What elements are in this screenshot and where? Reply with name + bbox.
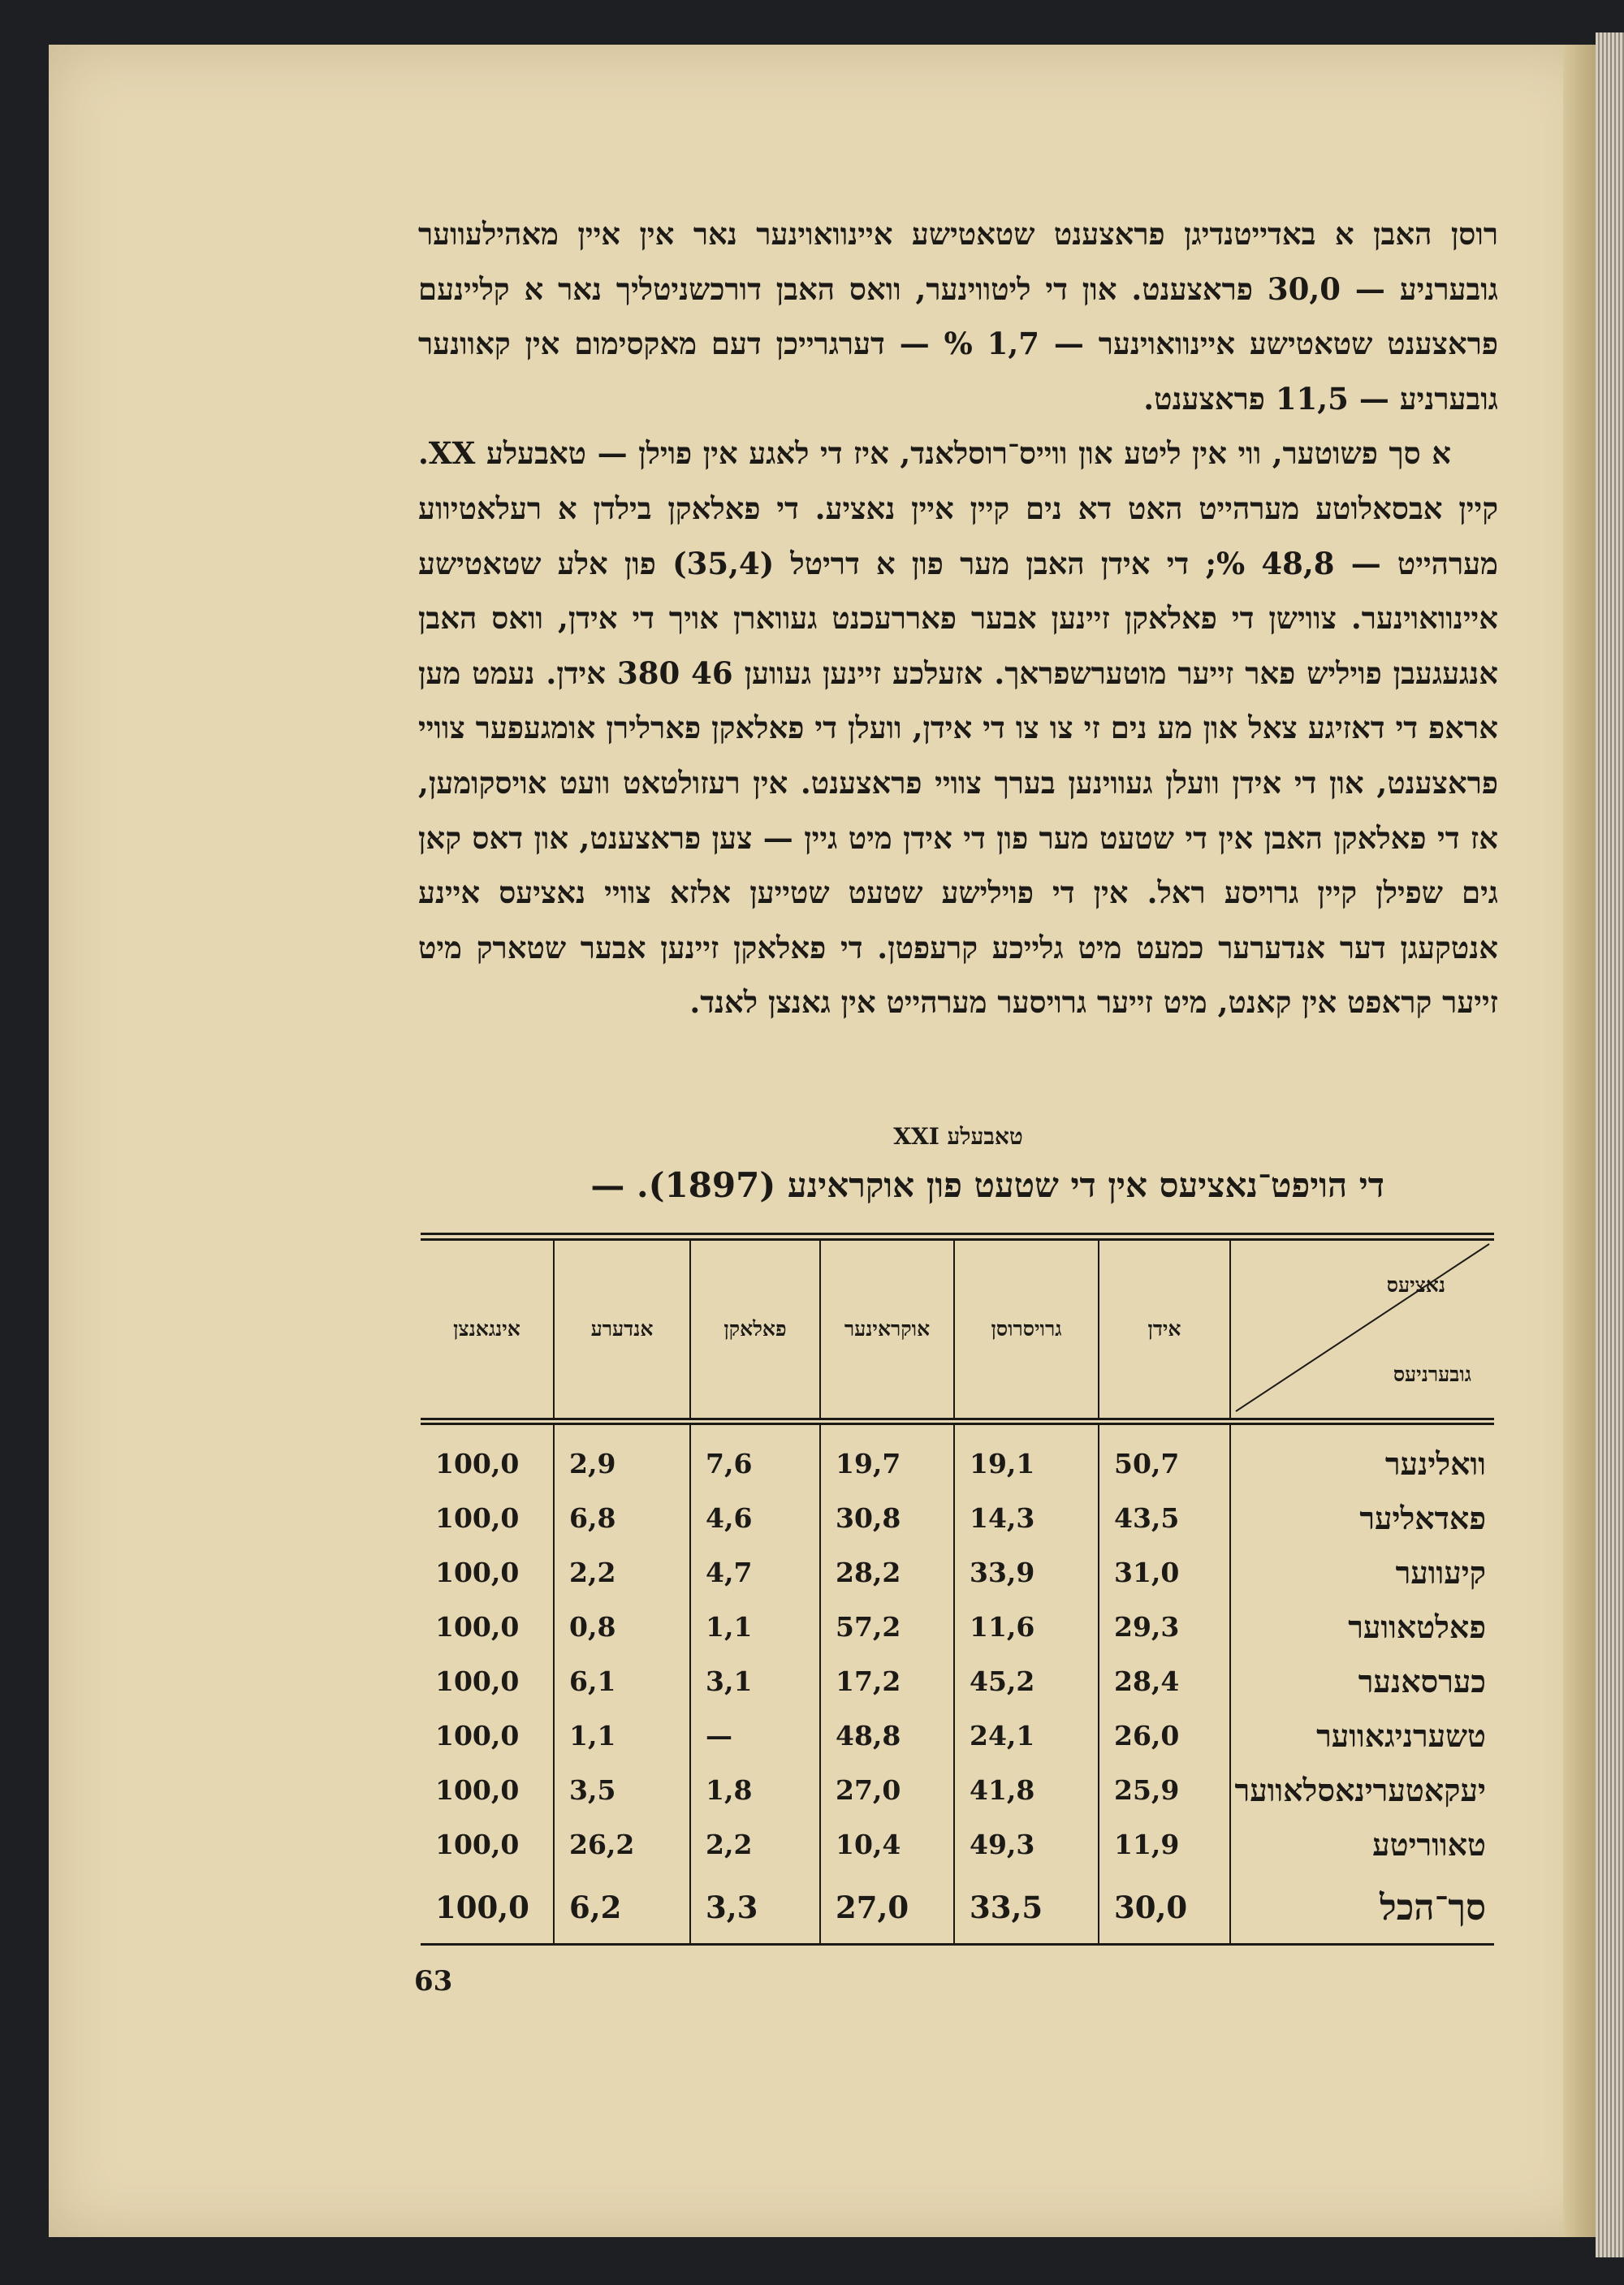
value-cell: 11,9 bbox=[1099, 1817, 1230, 1872]
total-value-cell: 27,0 bbox=[820, 1872, 954, 1945]
value-cell: 45,2 bbox=[954, 1654, 1099, 1708]
total-value-cell: 30,0 bbox=[1099, 1872, 1230, 1945]
table-caption: טאבעלע XXI bbox=[893, 1123, 1023, 1150]
value-cell: 19,1 bbox=[954, 1422, 1099, 1492]
table-row bbox=[421, 1600, 1494, 1654]
value-cell: 10,4 bbox=[820, 1817, 954, 1872]
value-cell: 100,0 bbox=[435, 1720, 520, 1752]
value-cell: 100,0 bbox=[435, 1502, 520, 1534]
table-row bbox=[421, 1708, 1494, 1763]
value-cell: 4,6 bbox=[690, 1491, 820, 1545]
column-header: אנדערע bbox=[554, 1237, 690, 1422]
province-cell: כערסאנער bbox=[1230, 1654, 1494, 1708]
table-row bbox=[421, 1545, 1494, 1600]
value-cell: 100,0 bbox=[435, 1611, 520, 1643]
paragraph-2: א סך פשוטער, ווי אין ליטע און ווייס־רוסלאנד, איז די לאגע אין פוילן — טאבעלע XX. קיין אבסאלוטע מערהייט האט דא נים קיין איין נאציע. די פאלאקן בילדן א רעלאטיווע מערהייט — 48,8 %; די אידן האבן מער פון א דריטל (35,4) פון אלע שטאטישע איינוואוינער. צווישן די פאלאקן זיינען אבער פאררעכנט געווארן אויך די אידן, וואס האבן אנגעגעבן פויליש פאר זייער מוטערשפראך. אזעלכע זיינען געווען 46 380 אידן. נעמט מען אראפ די דאזיגע צאל און מע נים זי צו צו די אידן, וועלן די פאלאקן פארלירן אומגעפער צוויי פראצענט, און די אידן וועלן געווינען בערך צוויי פראצענט. אין רעזולטאט וועט אויסקומען, אז די פאלאקן האבן אין די שטעט מער פון די אידן מיט גיין — צען פראצענט, און דאס קאן גים שפילן קיין גרויסע ראל. אין די פוילישע שטעט שטייען אלזא צוויי נאציעס איינע אנטקעגן דער אנדערער כמעט מיט גלייכע קרעפטן. די פאלאקן זיינען אבער שטארק מיט זייער קראפט אין קאנט, מיט זייער גרויסער מערהייט אין גאנצן לאנד. bbox=[418, 435, 1499, 1021]
value-cell: 28,4 bbox=[1099, 1654, 1230, 1708]
page-number: 63 bbox=[414, 1965, 453, 1998]
province-cell: טאווריטע bbox=[1230, 1817, 1494, 1872]
value-cell: 100,0 bbox=[435, 1774, 520, 1806]
statistics-table bbox=[421, 1233, 1494, 1946]
province-cell: וואלינער bbox=[1230, 1422, 1494, 1492]
table-row bbox=[421, 1817, 1494, 1872]
value-cell: 2,2 bbox=[690, 1817, 820, 1872]
value-cell: 6,8 bbox=[554, 1491, 690, 1545]
value-cell: 49,3 bbox=[954, 1817, 1099, 1872]
province-cell: יעקאטערינאסלאווער bbox=[1230, 1763, 1494, 1817]
page-gutter bbox=[1563, 45, 1596, 2237]
value-cell: 50,7 bbox=[1099, 1422, 1230, 1492]
value-cell: 1,1 bbox=[554, 1708, 690, 1763]
value-cell: 26,2 bbox=[554, 1817, 690, 1872]
value-cell: 30,8 bbox=[820, 1491, 954, 1545]
value-cell: 100,0 bbox=[435, 1665, 520, 1697]
value-cell: 2,9 bbox=[554, 1422, 690, 1492]
column-header: גרויסרוסן bbox=[954, 1237, 1099, 1422]
value-cell: — bbox=[690, 1708, 820, 1763]
total-label-cell: סך־הכל bbox=[1230, 1872, 1494, 1945]
value-cell: 0,8 bbox=[554, 1600, 690, 1654]
value-cell: 2,2 bbox=[554, 1545, 690, 1600]
paragraph-1: רוסן האבן א באדייטנדיגן פראצענט שטאטישע איינוואוינער נאר אין איין מאהילעווער גובערניע — 30,0 פראצענט. און די ליטווינער, וואס האבן דורכשניטליך נאר א קליינעם פראצענט שטאטישע איינוואוינער — 1,7 % — דערגרייכן דעם מאקסימום אין קאוונער גובערניע — 11,5 פראצענט. bbox=[418, 216, 1499, 417]
value-cell: 1,1 bbox=[690, 1600, 820, 1654]
value-cell: 24,1 bbox=[954, 1708, 1099, 1763]
value-cell: 17,2 bbox=[820, 1654, 954, 1708]
value-cell: 33,9 bbox=[954, 1545, 1099, 1600]
value-cell: 6,1 bbox=[554, 1654, 690, 1708]
value-cell: 19,7 bbox=[820, 1422, 954, 1492]
value-cell: 14,3 bbox=[954, 1491, 1099, 1545]
table-row bbox=[421, 1654, 1494, 1708]
column-header: אינגאנצן bbox=[421, 1237, 554, 1422]
value-cell: 31,0 bbox=[1099, 1545, 1230, 1600]
value-cell: 41,8 bbox=[954, 1763, 1099, 1817]
table-row bbox=[421, 1422, 1494, 1492]
table-row bbox=[421, 1763, 1494, 1817]
corner-diagonal-line bbox=[1231, 1241, 1495, 1418]
corner-label-provinces: גובערניעס bbox=[1393, 1363, 1471, 1386]
page-edges bbox=[1596, 32, 1624, 2257]
value-cell: 3,1 bbox=[690, 1654, 820, 1708]
province-cell: פאדאליער bbox=[1230, 1491, 1494, 1545]
province-cell: טשערניגאווער bbox=[1230, 1708, 1494, 1763]
total-value-cell: 3,3 bbox=[690, 1872, 820, 1945]
table-header-row bbox=[421, 1237, 1494, 1422]
value-cell: 25,9 bbox=[1099, 1763, 1230, 1817]
value-cell: 7,6 bbox=[690, 1422, 820, 1492]
column-header: פאלאקן bbox=[690, 1237, 820, 1422]
corner-label-nations: נאציעס bbox=[1386, 1273, 1445, 1297]
province-cell: פאלטאווער bbox=[1230, 1600, 1494, 1654]
value-cell: 100,0 bbox=[435, 1448, 520, 1479]
value-cell: 100,0 bbox=[435, 1557, 520, 1588]
table-title: די הויפט־נאציעס אין די שטעט פון אוקראינע (1897). — bbox=[590, 1165, 1384, 1205]
table-total-row bbox=[421, 1872, 1494, 1945]
value-cell: 48,8 bbox=[820, 1708, 954, 1763]
value-cell: 26,0 bbox=[1099, 1708, 1230, 1763]
column-header: אידן bbox=[1099, 1237, 1230, 1422]
value-cell: 43,5 bbox=[1099, 1491, 1230, 1545]
value-cell: 4,7 bbox=[690, 1545, 820, 1600]
value-cell: 100,0 bbox=[435, 1829, 520, 1860]
value-cell: 1,8 bbox=[690, 1763, 820, 1817]
value-cell: 11,6 bbox=[954, 1600, 1099, 1654]
total-value-cell: 100,0 bbox=[435, 1890, 529, 1925]
total-value-cell: 33,5 bbox=[954, 1872, 1099, 1945]
value-cell: 27,0 bbox=[820, 1763, 954, 1817]
column-header: אוקראינער bbox=[820, 1237, 954, 1422]
value-cell: 57,2 bbox=[820, 1600, 954, 1654]
value-cell: 3,5 bbox=[554, 1763, 690, 1817]
value-cell: 28,2 bbox=[820, 1545, 954, 1600]
total-value-cell: 6,2 bbox=[554, 1872, 690, 1945]
table-row bbox=[421, 1491, 1494, 1545]
value-cell: 29,3 bbox=[1099, 1600, 1230, 1654]
corner-header-cell bbox=[1230, 1237, 1494, 1422]
province-cell: קיעווער bbox=[1230, 1545, 1494, 1600]
body-text bbox=[418, 207, 1498, 1030]
